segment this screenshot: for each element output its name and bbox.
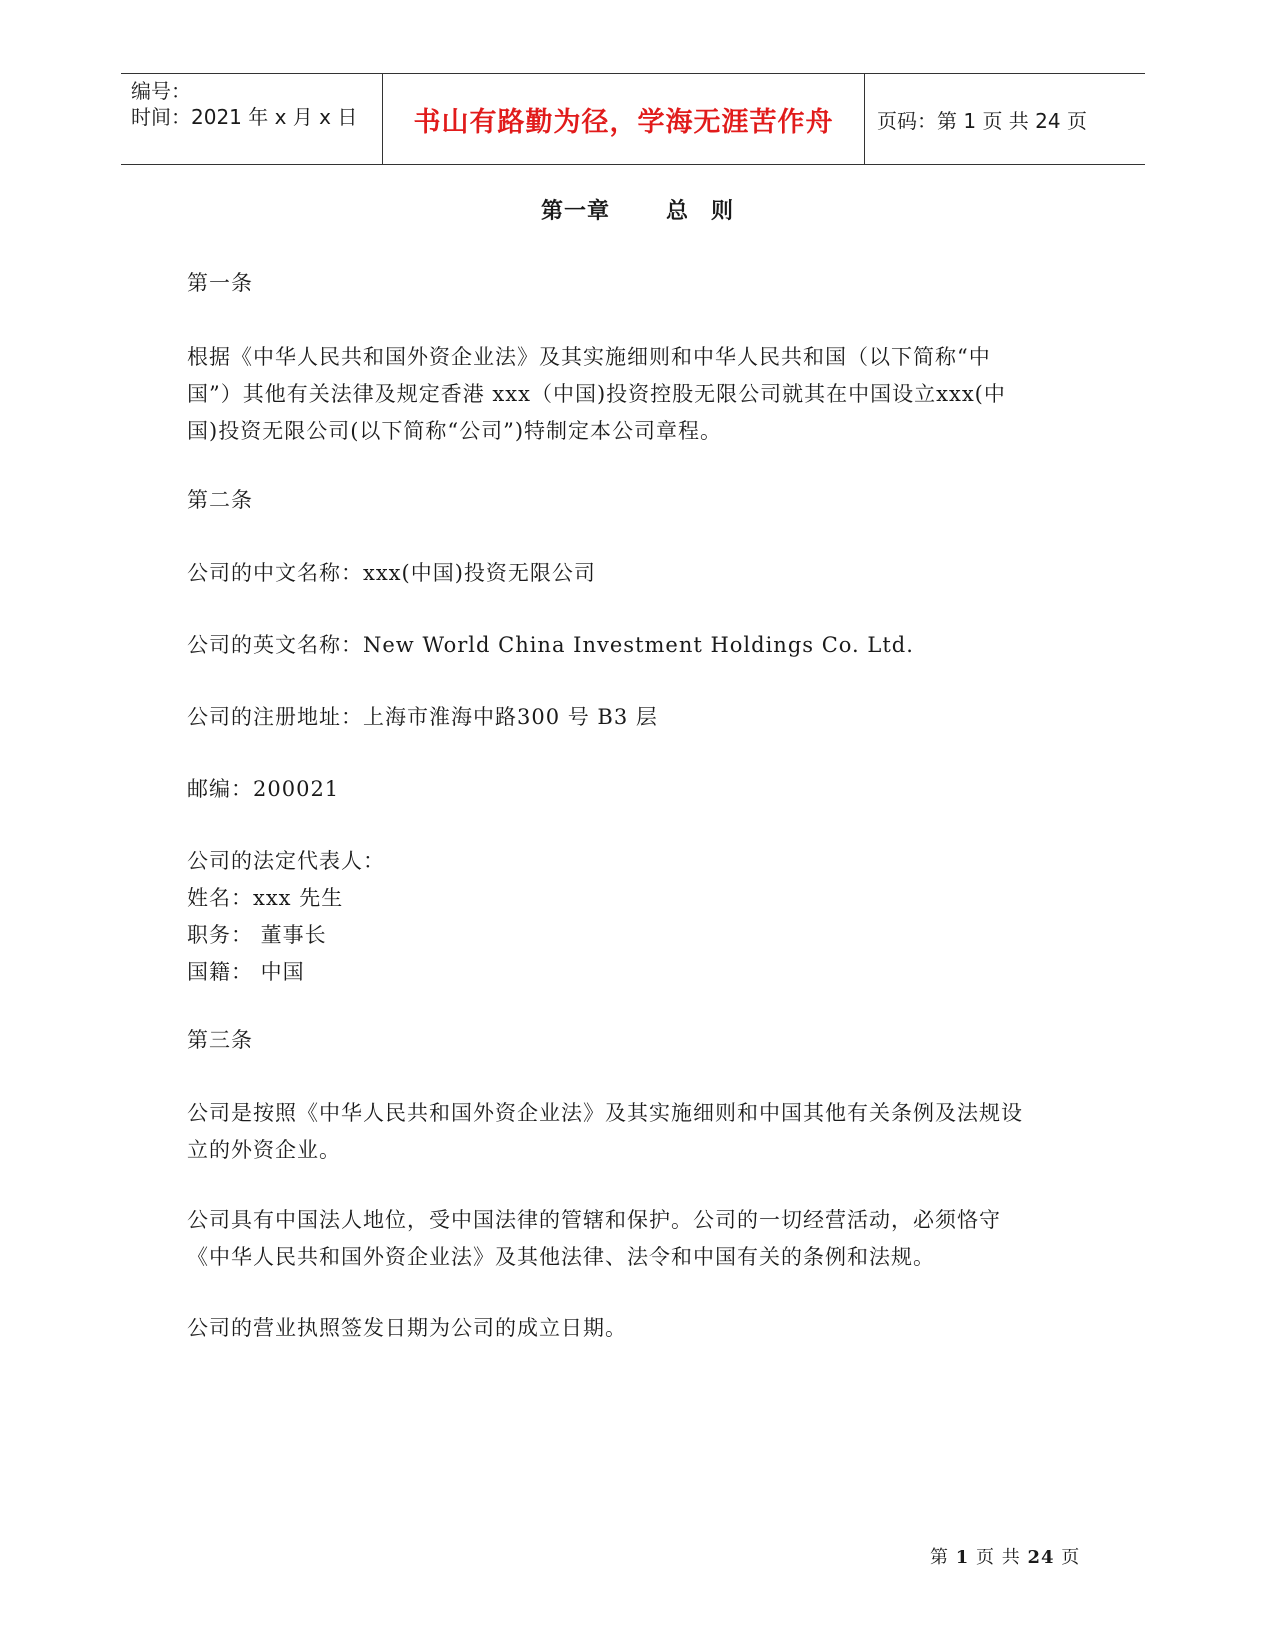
footer-prefix: 第 bbox=[930, 1547, 949, 1568]
legal-representative bbox=[187, 843, 1107, 991]
chapter-number: 第一章 bbox=[540, 199, 610, 224]
rep-nationality: 国籍： 中国 bbox=[187, 960, 305, 984]
header-page-label: 页码：第 1 页 共 24 页 bbox=[877, 108, 1087, 133]
footer-total-pages: 24 bbox=[1027, 1547, 1055, 1568]
footer-suffix: 页 bbox=[1061, 1547, 1081, 1568]
rep-name: 姓名：xxx 先生 bbox=[187, 886, 344, 910]
text-line: 国)投资无限公司(以下简称“公司”)特制定本公司章程。 bbox=[187, 419, 723, 443]
number-label: 编号： bbox=[131, 79, 191, 103]
article2-heading: 第二条 bbox=[187, 488, 253, 512]
text-line: 立的外资企业。 bbox=[187, 1138, 341, 1162]
chapter-title bbox=[0, 194, 1275, 225]
text-line: 公司具有中国法人地位，受中国法律的管辖和保护。公司的一切经营活动，必须恪守 bbox=[187, 1208, 1001, 1232]
page-header bbox=[121, 73, 1145, 165]
footer-middle: 页 共 bbox=[976, 1547, 1021, 1568]
article3-paragraph2 bbox=[187, 1202, 1107, 1276]
article1-paragraph bbox=[187, 339, 1107, 450]
time-label: 时间：2021 年 x 月 x 日 bbox=[131, 105, 358, 129]
text-line: 公司是按照《中华人民共和国外资企业法》及其实施细则和中国其他有关条例及法规设 bbox=[187, 1101, 1023, 1125]
text-line: 《中华人民共和国外资企业法》及其他法律、法令和中国有关的条例和法规。 bbox=[187, 1245, 935, 1269]
article1-heading: 第一条 bbox=[187, 271, 253, 295]
company-cn-name: 公司的中文名称：xxx(中国)投资无限公司 bbox=[187, 561, 596, 585]
company-postcode: 邮编：200021 bbox=[187, 777, 340, 801]
text-line: 国”）其他有关法律及规定香港 xxx（中国)投资控股无限公司就其在中国设立xxx(中 bbox=[187, 382, 1006, 406]
text-line: 根据《中华人民共和国外资企业法》及其实施细则和中华人民共和国（以下简称“中 bbox=[187, 345, 991, 369]
company-en-name: 公司的英文名称：New World China Investment Holdings Co. Ltd. bbox=[187, 633, 914, 657]
rep-title: 职务： 董事长 bbox=[187, 923, 327, 947]
chapter-title-a: 总 bbox=[665, 199, 689, 224]
page-footer bbox=[930, 1543, 1080, 1569]
article3-paragraph1 bbox=[187, 1095, 1107, 1169]
footer-page-number: 1 bbox=[955, 1547, 970, 1568]
chapter-title-b: 则 bbox=[711, 199, 735, 224]
header-motto: 书山有路勤为径，学海无涯苦作舟 bbox=[382, 74, 865, 164]
company-address: 公司的注册地址：上海市淮海中路300 号 B3 层 bbox=[187, 705, 658, 729]
article3-paragraph3: 公司的营业执照签发日期为公司的成立日期。 bbox=[187, 1316, 627, 1340]
rep-label: 公司的法定代表人： bbox=[187, 849, 385, 873]
header-info bbox=[121, 74, 382, 164]
article3-heading: 第三条 bbox=[187, 1028, 253, 1052]
